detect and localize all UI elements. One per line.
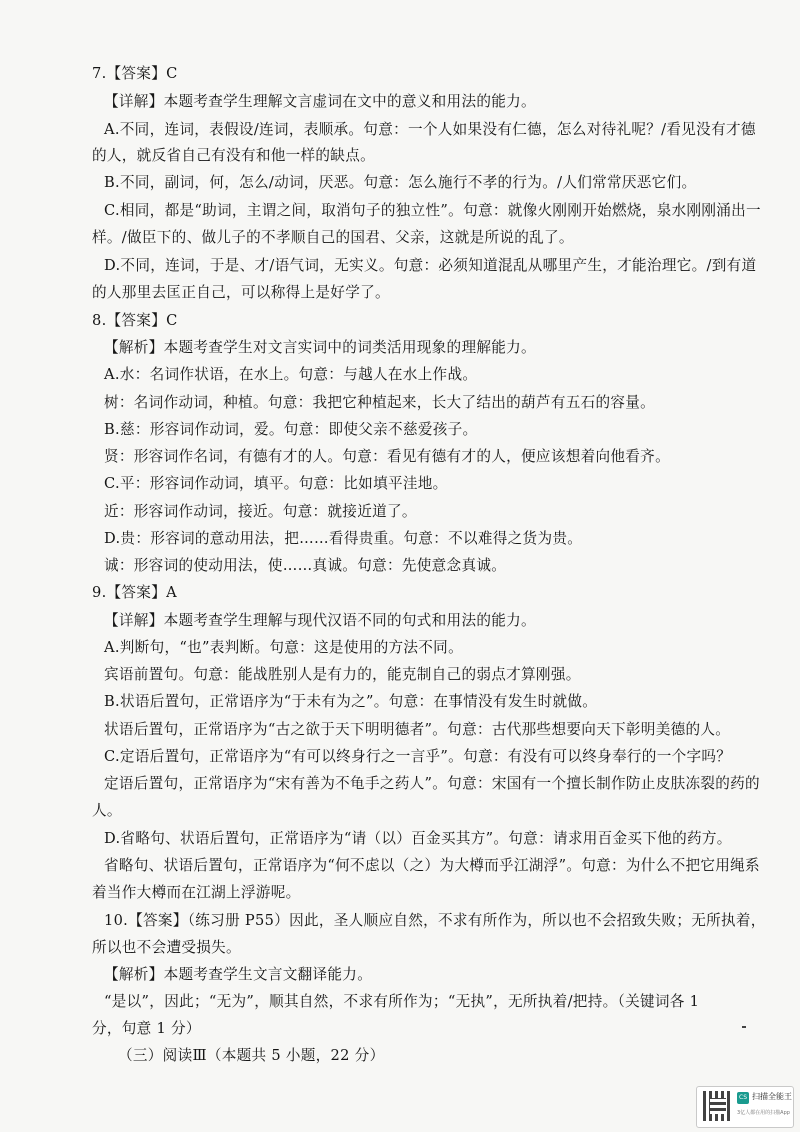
scan-speck [742,1026,746,1028]
q8-option-a-2: 树：名词作动词，种植。句意：我把它种植起来，长大了结出的葫芦有五石的容量。 [104,394,656,411]
q9-option-c: C.定语后置句，正常语序为“有可以终身行之一言乎”。句意：有没有可以终身奉行的一个字吗？ [104,748,732,765]
q8-option-b-2: 贤：形容词作名词，有德有才的人。句意：看见有德有才的人，便应该想着向他看齐。 [104,448,670,465]
q7-option-d: D.不同，连词，于是、才/语气词，无实义。句意：必须知道混乱从哪里产生，才能治理它。/到有道 [104,257,757,274]
q9-option-d-2: 省略句、状语后置句，正常语序为“何不虑以（之）为大樽而乎江湖浮”。句意：为什么不把它用绳系 [104,857,760,874]
q7-option-c: C.相同，都是“助词，主谓之间，取消句子的独立性”。句意：就像火刚刚开始燃烧，泉水刚刚涌出一 [104,202,761,219]
q9-option-a-2: 宾语前置句。句意：能战胜别人是有力的，能克制自己的弱点才算刚强。 [104,666,581,683]
q9-answer: 9.【答案】A [92,584,177,601]
q7-detail: 【详解】本题考查学生理解文言虚词在文中的意义和用法的能力。 [104,93,536,110]
q8-option-d: D.贵：形容词的意动用法，把……看得贵重。句意：不以难得之货为贵。 [104,530,583,547]
q10-keywords-cont: 分，句意 1 分） [92,1020,201,1037]
watermark-subtitle: 3亿人都在用的扫描App [737,1110,790,1116]
q9-option-a: A.判断句，“也”表判断。句意：这是使用的方法不同。 [104,639,463,656]
watermark-brand: 扫描全能王 [752,1092,792,1101]
q8-option-d-2: 诚：形容词的使动用法，使……真诚。句意：先使意念真诚。 [104,557,507,574]
q7-option-a-cont: 的人，就反省自己有没有和他一样的缺点。 [92,147,375,164]
q9-option-d-2-cont: 着当作大樽而在江湖上浮游呢。 [92,884,301,901]
section-heading-reading-3: （三）阅读Ⅲ（本题共 5 小题，22 分） [118,1047,385,1064]
q8-option-b: B.慈：形容词作动词，爱。句意：即使父亲不慈爱孩子。 [104,421,478,438]
q7-option-c-cont: 样。/做臣下的、做儿子的不孝顺自己的国君、父亲，这就是所说的乱了。 [92,229,574,246]
q8-analysis: 【解析】本题考查学生对文言实词中的词类活用现象的理解能力。 [104,339,536,356]
q9-detail: 【详解】本题考查学生理解与现代汉语不同的句式和用法的能力。 [104,612,536,629]
q10-analysis: 【解析】本题考查学生文言文翻译能力。 [104,966,373,983]
q8-option-c: C.平：形容词作动词，填平。句意：比如填平洼地。 [104,475,448,492]
q8-option-c-2: 近：形容词作动词，接近。句意：就接近道了。 [104,503,417,520]
q9-option-c-2-cont: 人。 [92,802,122,819]
q7-option-d-cont: 的人那里去匡正自己，可以称得上是好学了。 [92,284,390,301]
scanner-watermark [696,1086,794,1128]
cs-logo-icon: CS [737,1092,749,1104]
q9-option-d: D.省略句、状语后置句，正常语序为“请（以）百金买其方”。句意：请求用百金买下他的药方。 [104,830,732,847]
q8-answer: 8.【答案】C [92,312,178,329]
q10-answer: 10.【答案】（练习册 P55）因此，圣人顺应自然，不求有所作为，所以也不会招致失败；无所执着， [104,912,766,929]
q9-option-b: B.状语后置句，正常语序为“于未有为之”。句意：在事情没有发生时就做。 [104,693,598,710]
q10-keywords: “是以”，因此；“无为”，顺其自然，不求有所作为；“无执”，无所执着/把持。（关键词各 1 [104,993,700,1010]
q10-answer-cont: 所以也不会遭受损失。 [92,939,241,956]
q9-option-c-2: 定语后置句，正常语序为“宋有善为不龟手之药人”。句意：宋国有一个擅长制作防止皮肤冻裂的药的 [104,775,760,792]
q8-option-a: A.水：名词作状语，在水上。句意：与越人在水上作战。 [104,366,478,383]
q7-option-a: A.不同，连词，表假设/连词，表顺承。句意：一个人如果没有仁德，怎么对待礼呢？/看见没有才德 [104,121,756,138]
q7-answer: 7.【答案】C [92,65,178,82]
q9-option-b-2: 状语后置句，正常语序为“古之欲于天下明明德者”。句意：古代那些想要向天下彰明美德的人。 [104,721,731,738]
q7-option-b: B.不同，副词，何，怎么/动词，厌恶。句意：怎么施行不孝的行为。/人们常常厌恶它们。 [104,174,697,191]
qr-code-icon [703,1091,733,1121]
